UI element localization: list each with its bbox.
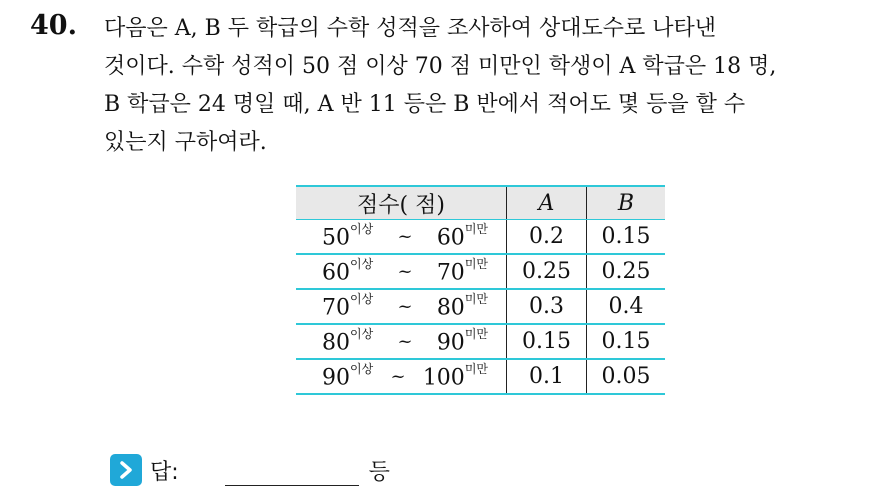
score-range-cell [296, 289, 507, 324]
table-row [296, 220, 665, 255]
range-start: $50^{이상}$ [322, 221, 374, 251]
table-header-row [296, 186, 665, 220]
range-tilde: ~ [397, 330, 413, 352]
range-tilde: ~ [397, 260, 413, 282]
class-b-value: 0.4 [587, 289, 666, 324]
range-end: $70^{미만}$ [436, 256, 488, 286]
score-range-cell [296, 220, 507, 255]
class-b-value: 0.25 [587, 254, 666, 289]
question-line: 다음은 A, B 두 학급의 수학 성적을 조사하여 상대도수로 나타낸 [104, 16, 717, 41]
table-row [296, 359, 665, 394]
range-start: $70^{이상}$ [322, 291, 374, 321]
class-a-value: 0.15 [507, 324, 587, 359]
range-tilde: ~ [390, 365, 406, 387]
question-line: 있는지 구하여라. [104, 130, 267, 155]
class-a-value: 0.2 [507, 220, 587, 255]
score-range-cell [296, 254, 507, 289]
range-end: $80^{미만}$ [436, 291, 488, 321]
answer-row [110, 454, 390, 486]
chevron-right-icon [110, 454, 142, 486]
question-text [104, 10, 864, 162]
range-end: $90^{미만}$ [436, 326, 488, 356]
class-b-header: B [587, 186, 666, 220]
range-end: $100^{미만}$ [422, 361, 488, 391]
answer-label: 답: [150, 459, 179, 485]
question-line: 것이다. 수학 성적이 50 점 이상 70 점 미만인 학생이 A 학급은 18 명, [104, 54, 777, 79]
class-a-value: 0.25 [507, 254, 587, 289]
answer-unit: 등 [368, 459, 390, 485]
question-line: B 학급은 24 명일 때, A 반 11 등은 B 반에서 적어도 몇 등을 할 수 [104, 92, 746, 117]
class-b-value: 0.15 [587, 324, 666, 359]
class-a-value: 0.1 [507, 359, 587, 394]
class-b-value: 0.15 [587, 220, 666, 255]
class-a-header: A [507, 186, 587, 220]
range-start: $80^{이상}$ [322, 326, 374, 356]
class-a-value: 0.3 [507, 289, 587, 324]
table-row [296, 254, 665, 289]
answer-blank[interactable] [225, 455, 359, 486]
table-row [296, 289, 665, 324]
class-b-value: 0.05 [587, 359, 666, 394]
range-tilde: ~ [397, 295, 413, 317]
range-tilde: ~ [397, 225, 413, 247]
range-end: $60^{미만}$ [436, 221, 488, 251]
score-header: 점수( 점) [296, 186, 507, 220]
table-row [296, 324, 665, 359]
score-range-cell [296, 324, 507, 359]
score-range-cell [296, 359, 507, 394]
range-start: $90^{이상}$ [322, 361, 374, 391]
question-number: 40. [30, 10, 77, 41]
relative-frequency-table [296, 185, 665, 395]
range-start: $60^{이상}$ [322, 256, 374, 286]
